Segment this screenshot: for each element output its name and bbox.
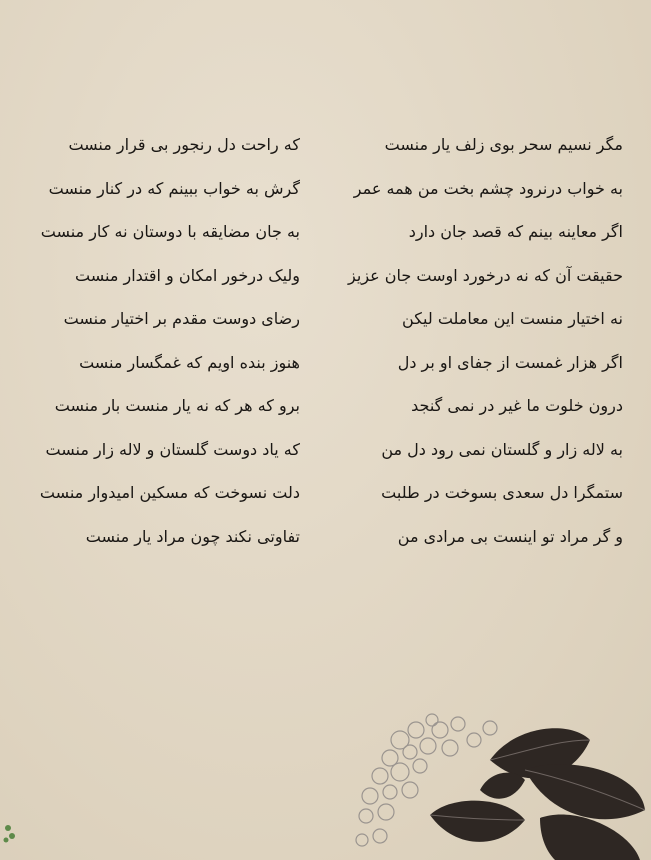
first-hemistich: درون خلوت ما غیر در نمی گنجد xyxy=(411,396,623,415)
first-hemistich: به لاله زار و گلستان نمی رود دل من xyxy=(381,439,623,459)
second-hemistich: تفاوتی نکند چون مراد یار منست xyxy=(85,526,300,546)
couplet xyxy=(0,433,651,477)
couplet xyxy=(0,259,651,303)
first-hemistich: به خواب درنرود چشم بخت من همه عمر xyxy=(353,178,623,198)
first-hemistich: اگر معاینه بینم که قصد جان دارد xyxy=(408,222,623,241)
hydrangea-illustration xyxy=(340,700,651,860)
leaf-corner-icon xyxy=(0,812,20,860)
couplet xyxy=(0,128,651,172)
first-hemistich: مگر نسیم سحر بوی زلف یار منست xyxy=(384,135,623,154)
couplet xyxy=(0,389,651,433)
second-hemistich: گرش به خواب ببینم که در کنار منست xyxy=(48,178,300,198)
second-hemistich: رضای دوست مقدم بر اختیار منست xyxy=(63,309,300,328)
first-hemistich: اگر هزار غمست از جفای او بر دل xyxy=(397,352,623,372)
first-hemistich: نه اختیار منست این معاملت لیکن xyxy=(402,309,623,328)
second-hemistich: ولیک درخور امکان و اقتدار منست xyxy=(75,265,300,285)
first-hemistich: ستمگرا دل سعدی بسوخت در طلبت xyxy=(381,483,623,502)
first-hemistich: و گر مراد تو اینست بی مرادی من xyxy=(397,526,623,546)
second-hemistich: که راحت دل رنجور بی قرار منست xyxy=(68,135,300,154)
couplet xyxy=(0,172,651,216)
second-hemistich: دلت نسوخت که مسکین امیدوار منست xyxy=(39,483,300,502)
second-hemistich: برو که هر که نه یار منست بار منست xyxy=(54,396,300,415)
second-hemistich: به جان مضایقه با دوستان نه کار منست xyxy=(40,222,300,241)
second-hemistich: هنوز بنده اویم که غمگسار منست xyxy=(79,352,300,372)
poem xyxy=(0,128,651,563)
first-hemistich: حقیقت آن که نه درخورد اوست جان عزیز xyxy=(348,265,623,285)
couplet xyxy=(0,476,651,520)
couplet xyxy=(0,346,651,390)
couplet xyxy=(0,215,651,259)
second-hemistich: که یاد دوست گلستان و لاله زار منست xyxy=(45,439,300,459)
couplet xyxy=(0,520,651,564)
couplet xyxy=(0,302,651,346)
